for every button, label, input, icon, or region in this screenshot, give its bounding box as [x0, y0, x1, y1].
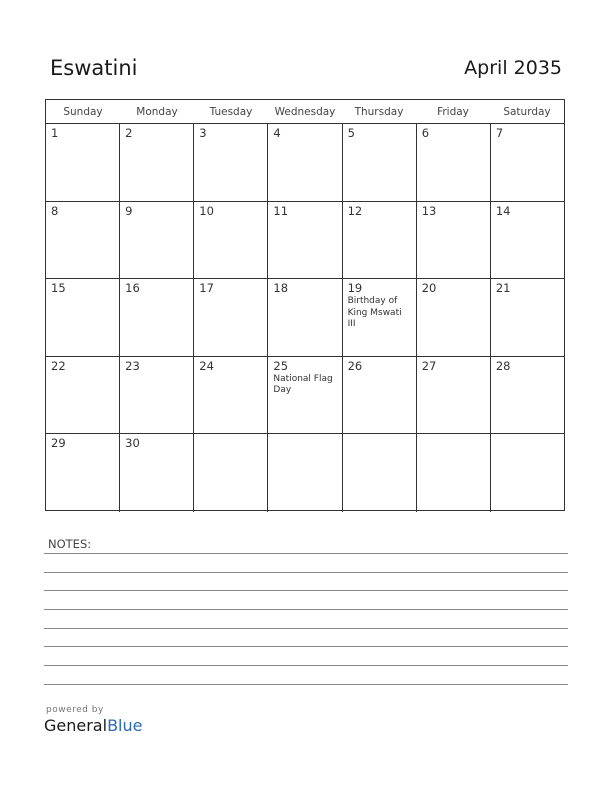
day-number: 27: [421, 358, 437, 373]
day-number: 8: [51, 203, 59, 218]
day-number: 23: [125, 358, 140, 373]
day-number: 3: [199, 126, 207, 140]
note-line: [44, 572, 568, 573]
day-number: 18: [273, 281, 289, 296]
powered-by-label: powered by: [46, 705, 104, 715]
day-cell: [120, 124, 194, 201]
day-number: 21: [495, 281, 511, 296]
weekday-label: Thursday: [354, 106, 404, 118]
day-number: 14: [495, 203, 511, 218]
day-cell: [491, 279, 564, 356]
note-line: [44, 553, 568, 554]
day-cell: [343, 279, 417, 356]
weekday-label: Tuesday: [209, 106, 253, 118]
day-cell: [268, 434, 342, 512]
notes-label: NOTES:: [48, 537, 92, 551]
day-number: 4: [273, 126, 281, 140]
brand-name-blue: Blue: [107, 716, 143, 735]
brand-name-general: General: [44, 716, 108, 735]
day-cell: [46, 279, 120, 356]
day-number: 15: [51, 281, 66, 296]
day-number: 22: [51, 358, 66, 373]
day-cell: [194, 202, 268, 279]
day-cell: [417, 357, 491, 434]
day-number: 5: [347, 126, 355, 140]
day-number: 26: [347, 358, 363, 373]
day-cell: [268, 357, 342, 434]
day-cell: [491, 124, 564, 201]
day-cell: [46, 434, 120, 512]
day-number: 24: [199, 358, 214, 373]
day-cell: [491, 202, 564, 279]
note-line: [44, 684, 568, 685]
day-number: 16: [125, 281, 140, 296]
day-number: 29: [51, 436, 66, 451]
day-number: 2: [125, 126, 133, 140]
day-cell: [491, 434, 564, 512]
day-number: 9: [125, 203, 133, 218]
month-title: April 2035: [464, 57, 562, 79]
day-number: 11: [273, 203, 289, 218]
day-cell: [417, 279, 491, 356]
day-cell: [194, 124, 268, 201]
day-cell: [194, 279, 268, 356]
weekday-label: Sunday: [63, 106, 103, 118]
note-line: [44, 628, 568, 629]
brand-logo: [44, 716, 142, 735]
day-number: 28: [495, 358, 511, 373]
day-cell: [120, 434, 194, 512]
day-event: Birthday of King Mswati III: [347, 296, 402, 330]
day-number: 1: [51, 126, 59, 140]
day-cell: [46, 124, 120, 201]
day-cell: [120, 357, 194, 434]
weekday-header-row: [46, 100, 564, 124]
day-cell: [417, 434, 491, 512]
day-number: 25: [273, 358, 289, 373]
country-title: Eswatini: [50, 56, 138, 80]
week-row: [46, 202, 564, 280]
weekday-label: Saturday: [503, 106, 551, 118]
day-cell: [194, 434, 268, 512]
day-cell: [491, 357, 564, 434]
day-number: 7: [495, 126, 504, 140]
weekday-label: Wednesday: [274, 106, 336, 118]
day-cell: [343, 357, 417, 434]
day-cell: [268, 279, 342, 356]
day-cell: [268, 124, 342, 201]
day-cell: [417, 202, 491, 279]
day-cell: [120, 202, 194, 279]
day-cell: [417, 124, 491, 201]
day-cell: [343, 124, 417, 201]
calendar-grid: [45, 99, 565, 511]
day-cell: [343, 202, 417, 279]
weekday-label: Friday: [437, 106, 469, 118]
day-cell: [194, 357, 268, 434]
week-row: [46, 357, 564, 435]
day-number: 10: [199, 203, 214, 218]
day-cell: [46, 357, 120, 434]
note-line: [44, 665, 568, 666]
day-event: National Flag Day: [273, 373, 333, 396]
day-number: 30: [125, 436, 140, 451]
week-row: [46, 124, 564, 202]
day-number: 13: [421, 203, 437, 218]
day-cell: [343, 434, 417, 512]
day-cell: [268, 202, 342, 279]
day-number: 12: [347, 203, 363, 218]
day-number: 20: [421, 281, 437, 296]
day-cell: [120, 279, 194, 356]
note-line: [44, 609, 568, 610]
weekday-label: Monday: [136, 106, 178, 118]
day-number: 17: [199, 281, 214, 296]
day-cell: [46, 202, 120, 279]
note-line: [44, 646, 568, 647]
week-row: [46, 434, 564, 512]
day-number: 19: [347, 281, 363, 296]
week-row: [46, 279, 564, 357]
day-number: 6: [421, 126, 430, 140]
note-line: [44, 590, 568, 591]
